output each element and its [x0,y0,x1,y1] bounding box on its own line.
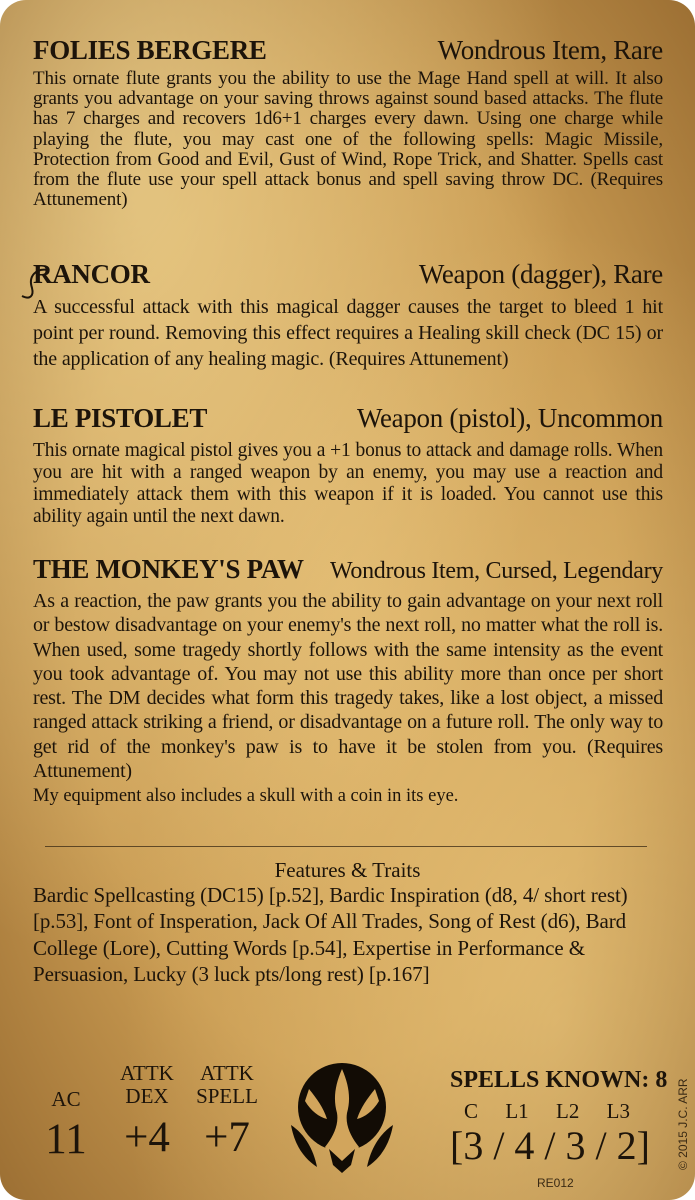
spells-panel [450,1066,668,1168]
item-type: Wondrous Item, Cursed, Legendary [329,558,663,584]
spell-slots: [3 / 4 / 3 / 2] [450,1123,650,1168]
copyright: © 2015 J.C. ARR [676,1078,690,1170]
stat-ac [40,1088,92,1164]
stat-label: ATTK [200,1061,254,1085]
guild-emblem-icon [283,1055,401,1175]
equipment-note: My equipment also includes a skull with a coin in its eye. [33,786,459,807]
spells-known: SPELLS KNOWN: 8 [450,1067,668,1093]
stat-value: 11 [45,1116,87,1163]
spell-col: C [464,1099,479,1123]
item-header [33,553,663,587]
item-name: FOLIES BERGERE [33,35,267,65]
item-folies-bergere [33,34,663,210]
stat-label: SPELL [196,1084,258,1108]
item-header [33,258,663,290]
item-description: As a reaction, the paw grants you the ability to gain advantage on your next roll or bestow disadvantage on your enemy's the next roll, no matter what the roll is. When used, some tragedy shortly follows with the same intensity as the event you took advantage of. You may not use this ability more than once per short rest. The DM decides what form this tragedy takes, like a lost object, a missed ranged attack striking a friend, or disadvantage on a future roll. The only way to get rid of the monkey's paw is to have it be stolen from you. (Requires Attunement) [33,590,663,783]
stat-label: ATTK [120,1061,174,1085]
stat-attk-dex [112,1062,182,1162]
stat-value: +7 [204,1114,250,1161]
spell-col: L1 [505,1099,529,1123]
features-text: Bardic Spellcasting (DC15) [p.52], Bardic Inspiration (d8, 4/ short rest) [p.53], Font of Insperation, Jack Of All Trades, Song of Rest (d6), Bard College (Lore), Cutting Words [p.54], Expertise in Performance & Persuasion, Lucky (3 luck pts/long rest) [p.167] [33,883,628,987]
stat-attk-spell [192,1062,262,1162]
spell-col: L3 [606,1099,630,1123]
item-header [33,402,663,434]
card-code: RE012 [537,1176,574,1190]
item-type: Weapon (dagger), Rare [418,259,663,289]
spell-level-columns [450,1098,650,1124]
section-divider [45,846,647,847]
stat-value: +4 [124,1114,170,1161]
stat-label: AC [51,1087,81,1111]
features-title: Features & Traits [274,858,421,882]
item-description: This ornate flute grants you the ability to use the Mage Hand spell at will. It also grants you advantage on your saving throws against sound based attacks. The flute has 7 charges and recovers 1d6+1 charges every dawn. Using one charge while playing the flute, you may cast one of the following spells: Magic Missile, Protection from Good and Evil, Gust of Wind, Rope Trick, and Shatter. Spells cast from the flute use your spell attack bonus and spell saving throw DC. (Requires Attunement) [33,68,663,211]
item-name: RANCOR [33,259,150,289]
item-header [33,34,663,66]
item-le-pistolet [33,402,663,528]
item-monkeys-paw [33,553,663,807]
item-description: A successful attack with this magical dagger causes the target to bleed 1 hit point per round. Removing this effect requires a Healing skill check (DC 15) or the application of any healing magic. (Requires Attunement) [33,296,663,370]
item-rancor [33,258,663,372]
item-name: THE MONKEY'S PAW [33,554,304,584]
item-type: Wondrous Item, Rare [437,35,663,65]
item-description: This ornate magical pistol gives you a +1 bonus to attack and damage rolls. When you are hit with a ranged weapon by an enemy, you may use a reaction and immediately attack them with this weapon if it is loaded. You cannot use this ability again until the next dawn. [33,440,663,527]
spell-col: L2 [556,1099,580,1123]
stat-label: DEX [125,1084,169,1108]
item-type: Weapon (pistol), Uncommon [356,403,663,433]
item-name: LE PISTOLET [33,403,208,433]
